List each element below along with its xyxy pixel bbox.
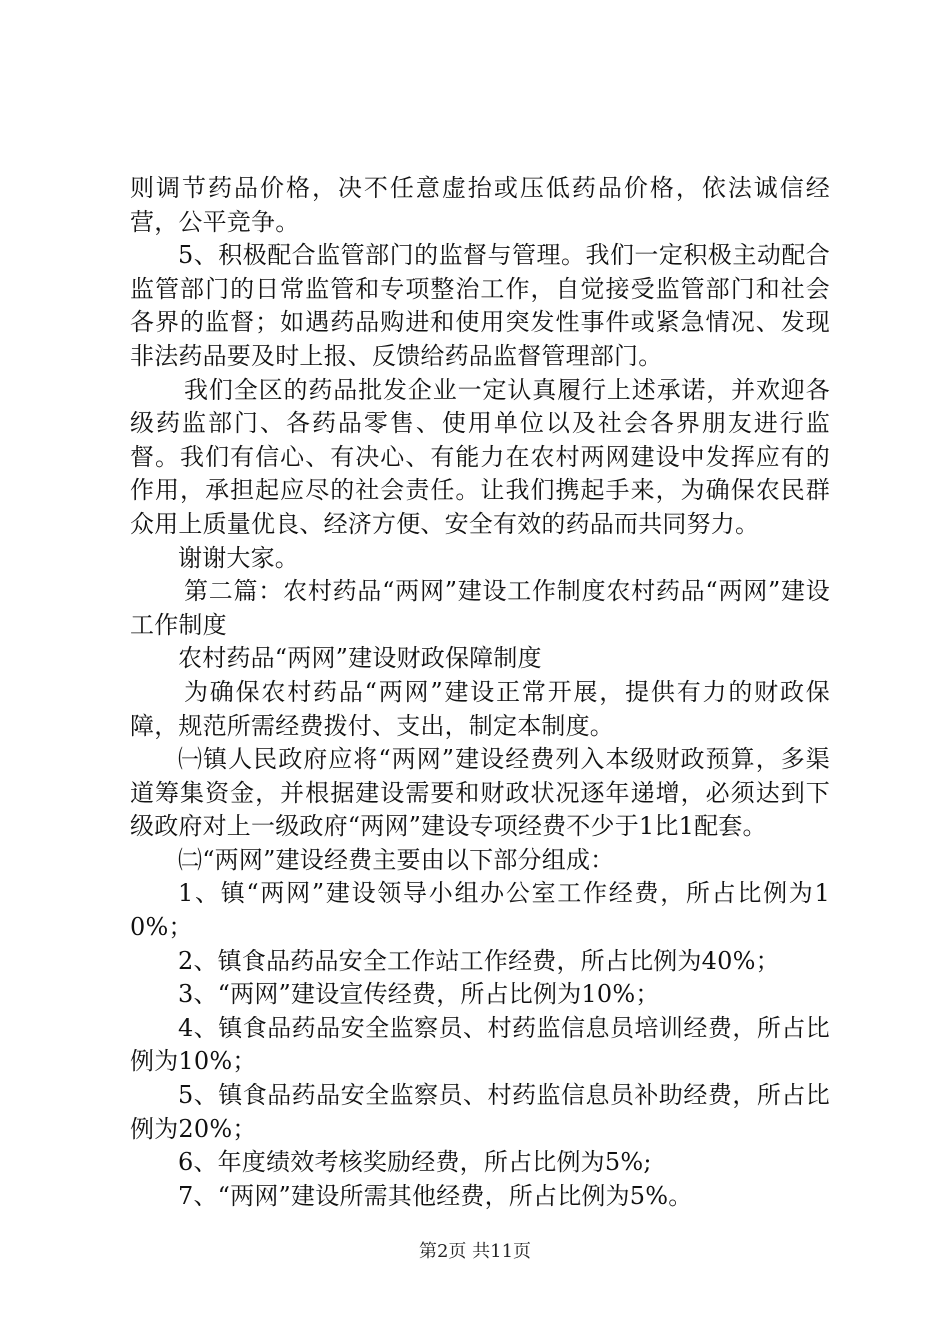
paragraph-item-5: 5、积极配合监管部门的监督与管理。我们一定积极主动配合监管部门的日常监管和专项整治工作，自觉接受监管部门和社会各界的监督；如遇药品购进和使用突发性事件或紧急情况、发现非法药品要及时上报、反馈给药品监督管理部门。 (130, 241, 830, 370)
paragraph-purpose: 为确保农村药品“两网”建设正常开展，提供有力的财政保障，规范所需经费拨付、支出，制定本制度。 (130, 677, 830, 740)
paragraph-thanks: 谢谢大家。 (178, 543, 299, 572)
list-item: 6、年度绩效考核奖励经费，所占比例为5%; (178, 1148, 652, 1177)
list-item: 3、“两网”建设宣传经费，所占比例为10%； (178, 980, 660, 1009)
list-item: 4、镇食品药品安全监察员、村药监信息员培训经费，所占比例为10%； (130, 1013, 830, 1076)
list-item: 2、镇食品药品安全工作站工作经费，所占比例为40%； (178, 946, 780, 975)
section-heading: 第二篇：农村药品“两网”建设工作制度农村药品“两网”建设工作制度 (130, 577, 830, 639)
paragraph-clause-1: ㈠镇人民政府应将“两网”建设经费列入本级财政预算，多渠道筹集资金，并根据建设需要和财政状况逐年递增，必须达到下级政府对上一级政府“两网”建设专项经费不少于1比1配套。 (130, 745, 830, 841)
paragraph-clause-2: ㈡“两网”建设经费主要由以下部分组成： (178, 845, 615, 874)
list-item: 5、镇食品药品安全监察员、村药监信息员补助经费，所占比例为20%； (130, 1081, 830, 1143)
list-item: 7、“两网”建设所需其他经费，所占比例为5%。 (178, 1181, 693, 1210)
page-number: 第2页 共11页 (418, 1241, 532, 1262)
paragraph-commitment: 我们全区的药品批发企业一定认真履行上述承诺，并欢迎各级药监部门、各药品零售、使用单位以及社会各界朋友进行监督。我们有信心、有决心、有能力在农村两网建设中发挥应有的作用，承担起应尽的社会责任。让我们携起手来，为确保农民群众用上质量优良、经济方便、安全有效的药品而共同努力。 (130, 375, 830, 538)
list-item: 1、镇“两网”建设领导小组办公室工作经费，所占比例为10%； (130, 879, 830, 942)
document-body (130, 172, 830, 1213)
subsection-title: 农村药品“两网”建设财政保障制度 (178, 644, 542, 673)
paragraph-continuation: 则调节药品价格，决不任意虚抬或压低药品价格，依法诚信经营，公平竞争。 (130, 174, 830, 236)
